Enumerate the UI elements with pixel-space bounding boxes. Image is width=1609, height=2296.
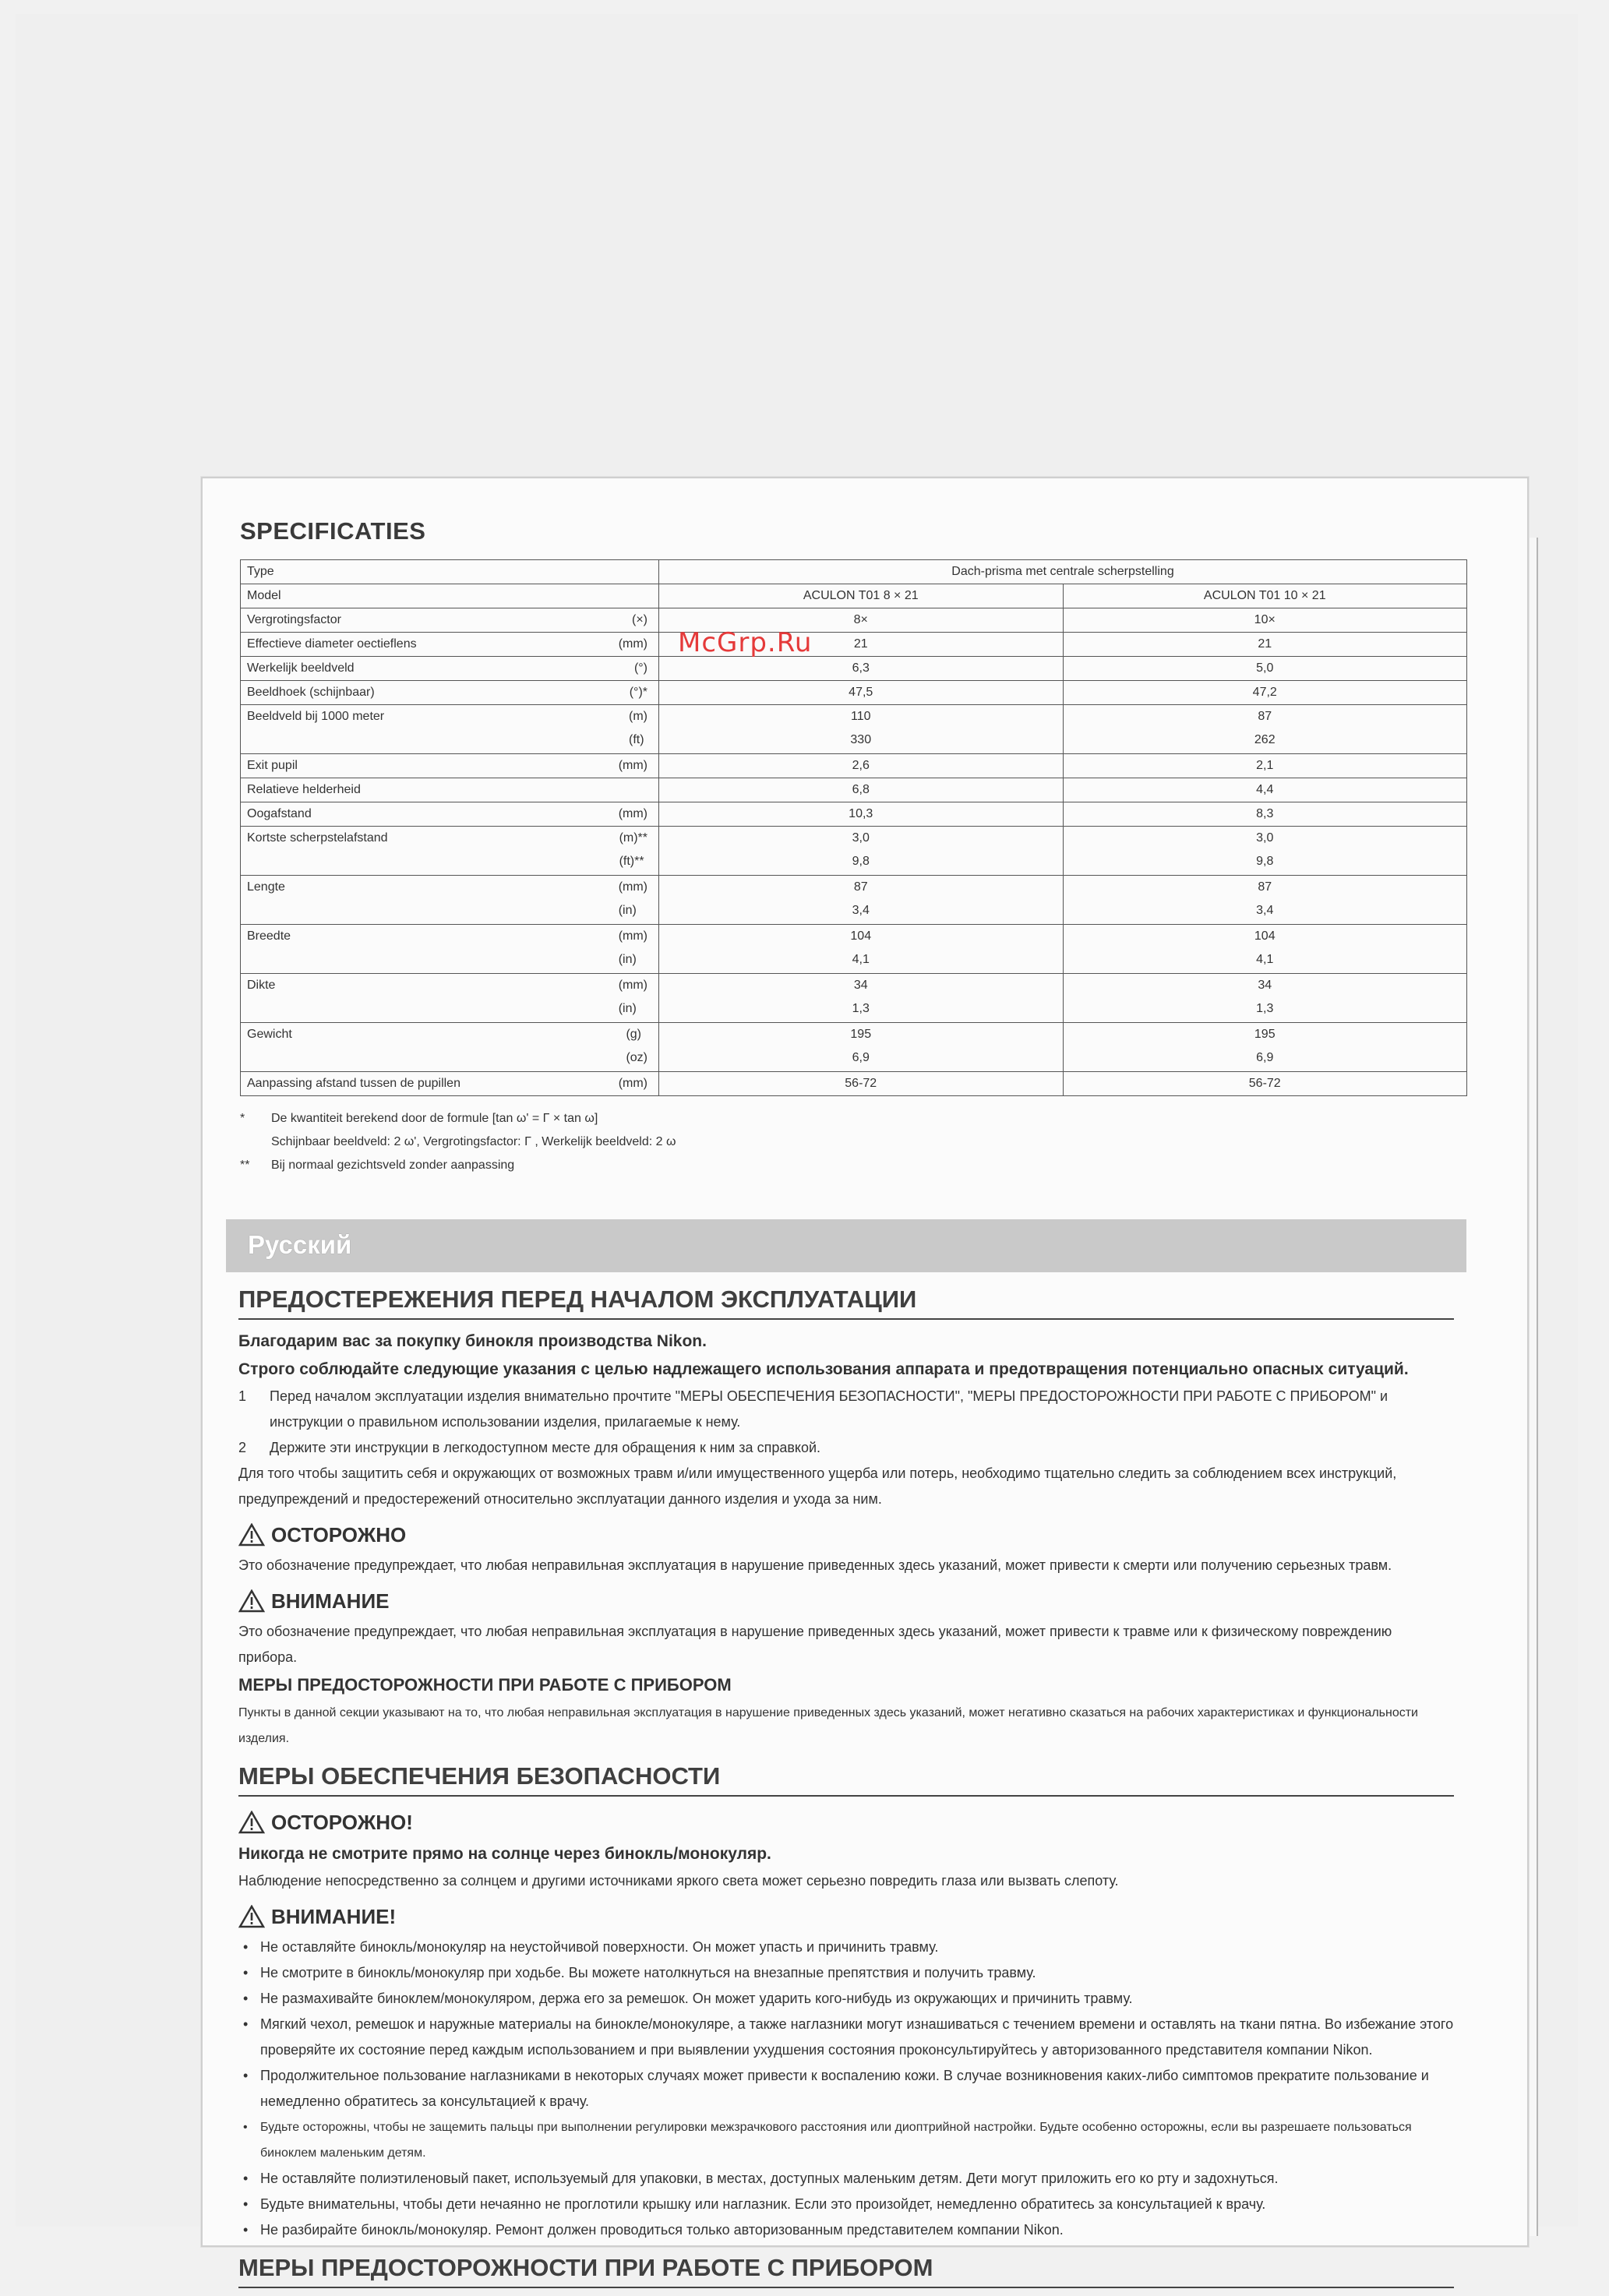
spec-label-cell bbox=[241, 974, 659, 1023]
spec-value-10x21: 10× bbox=[1063, 608, 1467, 633]
spec-value-8x21 bbox=[659, 925, 1064, 974]
spec-value-10x21: ACULON T01 10 × 21 bbox=[1063, 584, 1467, 608]
spec-value-10x21 bbox=[1063, 1023, 1467, 1072]
spec-value-10x21: 47,2 bbox=[1063, 681, 1467, 705]
table-row bbox=[241, 560, 1467, 584]
spec-value-10x21 bbox=[1063, 876, 1467, 925]
caution-heading-2 bbox=[238, 1899, 1454, 1934]
item-number: 1 bbox=[238, 1388, 247, 1404]
spec-label-cell bbox=[241, 560, 659, 584]
spec-value-8x21: 56-72 bbox=[659, 1072, 1064, 1096]
spec-unit-secondary: (in) bbox=[618, 1002, 637, 1015]
spec-value-10x21 bbox=[1063, 925, 1467, 974]
heading-handling: МЕРЫ ПРЕДОСТОРОЖНОСТИ ПРИ РАБОТЕ С ПРИБОРОМ bbox=[238, 2254, 1454, 2288]
spec-label-cell bbox=[241, 925, 659, 974]
spec-label-cell bbox=[241, 657, 659, 681]
watermark: McGrp.Ru bbox=[678, 627, 813, 658]
spec-value-primary: 104 bbox=[850, 929, 872, 943]
spec-value-primary: 34 bbox=[853, 979, 868, 992]
spec-label-cell bbox=[241, 754, 659, 778]
spec-value-10x21: 5,0 bbox=[1063, 657, 1467, 681]
spec-unit-primary: (m)** bbox=[619, 831, 647, 845]
spec-value-primary: 110 bbox=[850, 710, 871, 723]
spec-unit: (×) bbox=[632, 613, 647, 626]
spec-value-8x21: 47,5 bbox=[659, 681, 1064, 705]
footnote-2: Bij normaal gezichtsveld zonder aanpassing bbox=[271, 1159, 515, 1172]
spec-label: Vergrotingsfactor bbox=[247, 613, 341, 626]
spec-label: Relatieve helderheid bbox=[247, 783, 361, 796]
spec-label-cell bbox=[241, 681, 659, 705]
spec-label-cell bbox=[241, 608, 659, 633]
spec-unit bbox=[619, 876, 647, 922]
spec-value-secondary: 9,8 bbox=[1256, 855, 1274, 868]
spec-unit-primary: (mm) bbox=[618, 929, 647, 943]
heading-precautions: ПРЕДОСТЕРЕЖЕНИЯ ПЕРЕД НАЧАЛОМ ЭКСПЛУАТАЦИИ bbox=[238, 1286, 1454, 1320]
spec-unit bbox=[619, 974, 647, 1021]
spec-value-8x21 bbox=[659, 974, 1064, 1023]
spec-value-10x21: 21 bbox=[1063, 633, 1467, 657]
spec-unit-primary: (mm) bbox=[618, 880, 647, 894]
spec-label: Type bbox=[247, 565, 274, 578]
list-item: • Не смотрите в бинокль/монокуляр при ходьбе. Вы можете натолкнуться на внезапные препятствия и получить травму. bbox=[238, 1960, 1454, 1986]
spec-label: Exit pupil bbox=[247, 759, 298, 772]
list-item: • Будьте внимательны, чтобы дети нечаянно не проглотили крышку или наглазник. Если это произойдет, немедленно обратитесь за консультацией к врачу. bbox=[238, 2192, 1454, 2217]
spec-unit: (mm) bbox=[618, 807, 647, 820]
caution-list bbox=[238, 1934, 1454, 2243]
russian-section bbox=[238, 1286, 1454, 2296]
spec-value-secondary: 330 bbox=[850, 733, 872, 746]
footnote-mark-2: ** bbox=[240, 1159, 250, 1172]
specifications-section bbox=[240, 517, 1467, 1177]
spec-value-secondary: 262 bbox=[1254, 733, 1276, 746]
spec-unit-secondary: (in) bbox=[618, 904, 637, 917]
spec-value-8x21 bbox=[659, 827, 1064, 876]
spec-value-secondary: 3,4 bbox=[1256, 904, 1274, 917]
spec-value-secondary: 4,1 bbox=[1256, 953, 1274, 966]
spec-label: Gewicht bbox=[247, 1028, 292, 1041]
specifications-table bbox=[240, 559, 1467, 1096]
table-row bbox=[241, 584, 1467, 608]
spec-value-primary: 195 bbox=[850, 1028, 872, 1041]
table-row bbox=[241, 681, 1467, 705]
spec-value-10x21: 4,4 bbox=[1063, 778, 1467, 802]
footnotes bbox=[240, 1107, 1467, 1177]
caution-heading-1 bbox=[238, 1583, 1454, 1619]
spec-unit bbox=[619, 925, 647, 972]
warning-text-1: Это обозначение предупреждает, что любая неправильная эксплуатация в нарушение приведенных здесь указаний, может привести к смерти или получению серьезных травм. bbox=[238, 1557, 1392, 1573]
spec-unit-primary: (mm) bbox=[618, 979, 647, 992]
spec-value-secondary: 1,3 bbox=[1256, 1002, 1274, 1015]
spec-label-cell bbox=[241, 1072, 659, 1096]
spec-label-cell bbox=[241, 633, 659, 657]
spec-value-primary: 87 bbox=[1258, 710, 1272, 723]
warning-triangle-icon bbox=[238, 1523, 265, 1547]
spec-label: Beeldhoek (schijnbaar) bbox=[247, 686, 375, 699]
table-row bbox=[241, 633, 1467, 657]
footnote-1: De kwantiteit berekend door de formule [tan ω' = Γ × tan ω] bbox=[271, 1112, 598, 1125]
spec-value-secondary: 6,9 bbox=[1256, 1051, 1274, 1064]
spec-label: Werkelijk beeldveld bbox=[247, 661, 355, 675]
thanks-line: Благодарим вас за покупку бинокля производства Nikon. bbox=[238, 1332, 707, 1350]
caution-label: ВНИМАНИЕ bbox=[271, 1589, 390, 1613]
item-text: Перед началом эксплуатации изделия внимательно прочтите "МЕРЫ ОБЕСПЕЧЕНИЯ БЕЗОПАСНОСТИ", "МЕРЫ ПРЕДОСТОРОЖНОСТИ ПРИ РАБОТЕ С ПРИБОРОМ" и инструкции о правильном использовании изделия, прилагаемые к нему. bbox=[270, 1388, 1388, 1430]
spec-value-primary: 87 bbox=[1258, 880, 1272, 894]
strict-line: Строго соблюдайте следующие указания с целью надлежащего использования аппарата и предотвращения потенциально опасных ситуаций. bbox=[238, 1360, 1409, 1378]
spec-value-8x21 bbox=[659, 876, 1064, 925]
spec-value-8x21: 10,3 bbox=[659, 802, 1064, 827]
warning-heading-2 bbox=[238, 1804, 1454, 1840]
warning-triangle-icon bbox=[238, 1589, 265, 1613]
spec-value-primary: 195 bbox=[1254, 1028, 1276, 1041]
spec-unit bbox=[619, 827, 647, 873]
spec-unit-secondary: (in) bbox=[618, 953, 637, 966]
spec-value-10x21 bbox=[1063, 827, 1467, 876]
footnote-mark-1: * bbox=[240, 1112, 245, 1125]
handling-text: Пункты в данной секции указывают на то, что любая неправильная эксплуатация в нарушение приведенных здесь указаний, может негативно сказаться на рабочих характеристиках и функциональности изделия. bbox=[238, 1706, 1418, 1745]
spec-value-primary: 3,0 bbox=[852, 831, 870, 845]
spec-value-primary: 34 bbox=[1258, 979, 1272, 992]
spec-value-primary: 3,0 bbox=[1256, 831, 1274, 845]
protect-paragraph: Для того чтобы защитить себя и окружающих от возможных травм и/или имущественного ущерба или потерь, необходимо тщательно следить за соблюдением всех инструкций, предупреждений и предостережений относительно эксплуатации данного изделия и ухода за ним. bbox=[238, 1465, 1397, 1507]
spec-value-10x21 bbox=[1063, 705, 1467, 754]
spec-unit: (mm) bbox=[618, 637, 647, 651]
table-row bbox=[241, 925, 1467, 974]
spec-label: Breedte bbox=[247, 929, 291, 943]
spec-label-cell bbox=[241, 876, 659, 925]
spec-label-cell bbox=[241, 778, 659, 802]
table-row bbox=[241, 827, 1467, 876]
spec-label-cell bbox=[241, 802, 659, 827]
sun-warning-bold: Никогда не смотрите прямо на солнце через бинокль/монокуляр. bbox=[238, 1845, 771, 1863]
spec-label: Lengte bbox=[247, 880, 285, 894]
language-banner bbox=[226, 1219, 1466, 1272]
list-item: • Не размахивайте биноклем/монокуляром, держа его за ремешок. Он может ударить кого-нибудь из окружающих и причинить травму. bbox=[238, 1986, 1454, 2012]
heading-safety: МЕРЫ ОБЕСПЕЧЕНИЯ БЕЗОПАСНОСТИ bbox=[238, 1762, 1454, 1797]
footnote-1b: Schijnbaar beeldveld: 2 ω', Vergrotingsfactor: Γ , Werkelijk beeldveld: 2 ω bbox=[271, 1135, 676, 1148]
warning-heading-1 bbox=[238, 1517, 1454, 1553]
spec-unit-secondary: (oz) bbox=[626, 1051, 647, 1064]
table-row bbox=[241, 705, 1467, 754]
spec-value-primary: 87 bbox=[853, 880, 868, 894]
spec-value-8x21: 2,6 bbox=[659, 754, 1064, 778]
spec-value-8x21: 6,3 bbox=[659, 657, 1064, 681]
warning-label: ОСТОРОЖНО bbox=[271, 1523, 407, 1547]
spec-label: Model bbox=[247, 589, 281, 602]
caution-label: ВНИМАНИЕ! bbox=[271, 1905, 397, 1928]
numbered-item-2 bbox=[238, 1435, 1454, 1461]
spec-label-cell bbox=[241, 827, 659, 876]
table-row bbox=[241, 657, 1467, 681]
spec-label: Effectieve diameter oectieflens bbox=[247, 637, 417, 651]
spec-value-secondary: 1,3 bbox=[852, 1002, 870, 1015]
spec-unit: (mm) bbox=[618, 1077, 647, 1090]
spec-value-10x21: 8,3 bbox=[1063, 802, 1467, 827]
table-row bbox=[241, 754, 1467, 778]
spec-value-8x21 bbox=[659, 705, 1064, 754]
spec-label-cell bbox=[241, 584, 659, 608]
spec-value-8x21: 21 bbox=[659, 633, 1064, 657]
spec-unit bbox=[629, 705, 647, 752]
spec-value-secondary: 9,8 bbox=[852, 855, 870, 868]
list-item: • Мягкий чехол, ремешок и наружные материалы на бинокле/монокуляре, а также наглазники могут изнашиваться с течением времени и оставлять на ткани пятна. Во избежание этого проверяйте их состояние перед каждым использованием и при выявлении ухудшения состояния проконсультируйтесь у авторизованного представителя компании Nikon. bbox=[238, 2012, 1454, 2063]
spec-value-8x21 bbox=[659, 1023, 1064, 1072]
spec-unit-secondary: (ft) bbox=[629, 733, 644, 746]
caution-text-1: Это обозначение предупреждает, что любая неправильная эксплуатация в нарушение приведенных здесь указаний, может привести к травме или к физическому повреждению прибора. bbox=[238, 1624, 1392, 1665]
warning-label: ОСТОРОЖНО! bbox=[271, 1811, 413, 1834]
warning-triangle-icon bbox=[238, 1811, 265, 1834]
spec-value-10x21: 2,1 bbox=[1063, 754, 1467, 778]
spec-label-cell bbox=[241, 705, 659, 754]
list-item: • Не оставляйте бинокль/монокуляр на неустойчивой поверхности. Он может упасть и причинить травму. bbox=[238, 1934, 1454, 1960]
warning-triangle-icon bbox=[238, 1905, 265, 1928]
table-row bbox=[241, 1023, 1467, 1072]
spec-value-primary: 104 bbox=[1254, 929, 1276, 943]
spec-value-8x21: 8× bbox=[659, 608, 1064, 633]
specifications-title: SPECIFICATIES bbox=[240, 517, 426, 545]
spec-unit: (°) bbox=[633, 661, 647, 675]
spec-label-cell bbox=[241, 1023, 659, 1072]
spec-label: Oogafstand bbox=[247, 807, 312, 820]
spec-unit-primary: (m) bbox=[629, 710, 647, 723]
language-label: Русский bbox=[248, 1230, 352, 1259]
spec-label: Aanpassing afstand tussen de pupillen bbox=[247, 1077, 460, 1090]
spec-label: Kortste scherpstelafstand bbox=[247, 831, 388, 845]
spec-label: Dikte bbox=[247, 979, 276, 992]
table-row bbox=[241, 608, 1467, 633]
spec-value-10x21: 56-72 bbox=[1063, 1072, 1467, 1096]
spec-unit: (mm) bbox=[618, 759, 647, 772]
spec-unit-secondary: (ft)** bbox=[619, 855, 644, 868]
list-item: • Продолжительное пользование наглазниками в некоторых случаях может привести к воспалению кожи. В случае возникновения каких-либо симптомов прекратите пользование и немедленно обратитесь за консультацией к врачу. bbox=[238, 2063, 1454, 2114]
spec-merged-value: Dach-prisma met centrale scherpstelling bbox=[659, 560, 1467, 584]
handling-subheading: МЕРЫ ПРЕДОСТОРОЖНОСТИ ПРИ РАБОТЕ С ПРИБОРОМ bbox=[238, 1675, 732, 1695]
table-row bbox=[241, 974, 1467, 1023]
spec-unit: (°)* bbox=[629, 686, 647, 699]
spec-unit-primary: (g) bbox=[626, 1028, 641, 1041]
sun-warning-text: Наблюдение непосредственно за солнцем и другими источниками яркого света может серьезно повредить глаза или вызвать слепоту. bbox=[238, 1873, 1119, 1889]
table-row bbox=[241, 802, 1467, 827]
list-item: • Не оставляйте полиэтиленовый пакет, используемый для упаковки, в местах, доступных маленьким детям. Дети могут приложить его ко рту и задохнуться. bbox=[238, 2166, 1454, 2192]
spec-value-secondary: 4,1 bbox=[852, 953, 870, 966]
item-text: Держите эти инструкции в легкодоступном месте для обращения к ним за справкой. bbox=[270, 1440, 821, 1455]
table-row bbox=[241, 778, 1467, 802]
list-item: • Не разбирайте бинокль/монокуляр. Ремонт должен проводиться только авторизованным представителем компании Nikon. bbox=[238, 2217, 1454, 2243]
item-number: 2 bbox=[238, 1440, 247, 1455]
spec-value-secondary: 6,9 bbox=[852, 1051, 870, 1064]
spec-value-8x21: 6,8 bbox=[659, 778, 1064, 802]
spec-label: Beeldveld bij 1000 meter bbox=[247, 710, 385, 723]
numbered-item-1 bbox=[238, 1384, 1454, 1435]
spec-value-10x21 bbox=[1063, 974, 1467, 1023]
spec-value-8x21: ACULON T01 8 × 21 bbox=[659, 584, 1064, 608]
spec-unit bbox=[626, 1023, 647, 1070]
table-row bbox=[241, 876, 1467, 925]
table-row bbox=[241, 1072, 1467, 1096]
list-item: • Будьте осторожны, чтобы не защемить пальцы при выполнении регулировки межзрачкового расстояния или диоптрийной настройки. Будьте особенно осторожны, если вы разрешаете пользоваться биноклем маленьким детям. bbox=[238, 2114, 1454, 2166]
spec-value-secondary: 3,4 bbox=[852, 904, 870, 917]
